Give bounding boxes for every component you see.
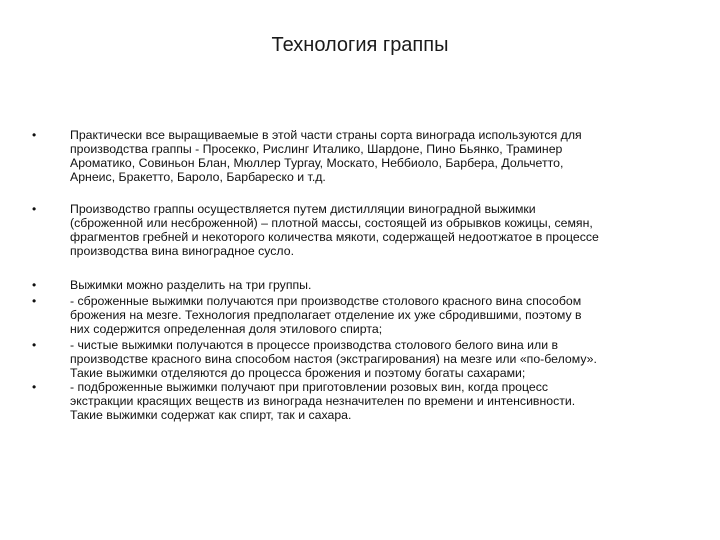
bullet-dot: • <box>32 338 37 352</box>
bullet-dot: • <box>32 294 37 308</box>
slide-title: Технология граппы <box>271 34 449 56</box>
bullet-text: Выжимки можно разделить на три группы. <box>70 278 312 292</box>
bullet-dot: • <box>32 128 37 142</box>
bullet-text: - чистые выжимки получаются в процессе производства столового белого вина или в производстве красного вина способом настоя (экстрагирования) на мезге или «по-белому». Такие выжимки отделяются до процесса брожения и поэтому богаты сахарами; <box>70 338 597 380</box>
bullet-dot: • <box>32 380 37 394</box>
bullet-text: - подброженные выжимки получают при приготовлении розовых вин, когда процесс экстракции красящих веществ из винограда незначителен по времени и интенсивности. Такие выжимки содержат как спирт, так и сахара. <box>70 380 576 422</box>
bullet-text: Производство граппы осуществляется путем дистилляции виноградной выжимки (сброженной или несброженной) – плотной массы, состоящей из обрывков кожицы, семян, фрагментов гребней и некоторого количества мякоти, содержащей недоотжатое в процессе производства вина виноградное сусло. <box>70 202 599 258</box>
bullet-dot: • <box>32 278 37 292</box>
bullet-dot: • <box>32 202 37 216</box>
bullet-text: Практически все выращиваемые в этой части страны сорта винограда используются для производства граппы - Просекко, Рислинг Италико, Шардоне, Пино Бьянко, Траминер Ароматико, Совиньон Блан, Мюллер Тургау, Москато, Неббиоло, Барбера, Дольчетто, Арнеис, Бракетто, Бароло, Барбареско и т.д. <box>70 128 582 184</box>
bullet-text: - сброженные выжимки получаются при производстве столового красного вина способом брожения на мезге. Технология предполагает отделение их уже сбродившими, поэтому в них содержится определенная доля этилового спирта; <box>70 294 582 336</box>
